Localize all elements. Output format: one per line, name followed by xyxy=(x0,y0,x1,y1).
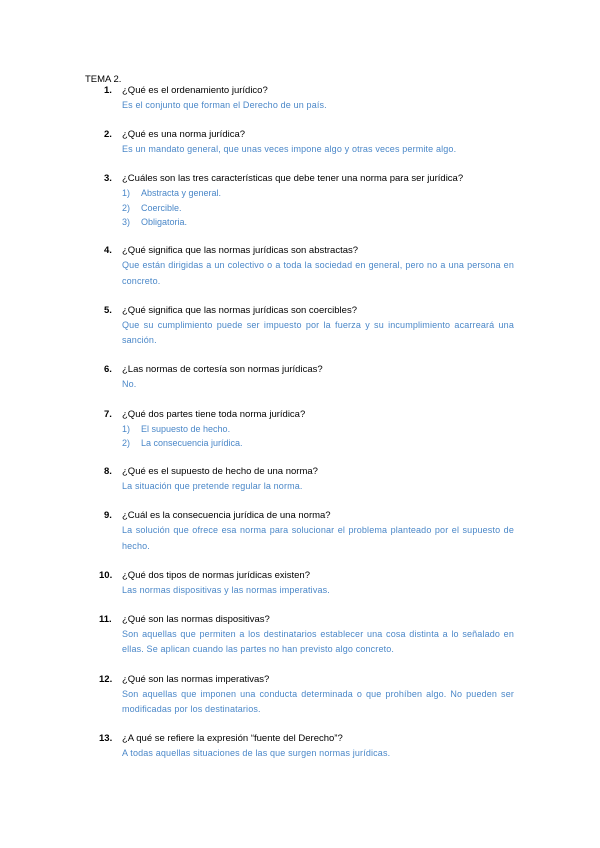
answer-text: No. xyxy=(122,379,137,390)
answer-text: Que su cumplimiento puede ser impuesto por la fuerza y su incumplimiento acarreará una sanción. xyxy=(122,319,514,346)
question-text: ¿Qué son las normas imperativas? xyxy=(122,673,270,685)
question-number: 3. xyxy=(104,173,112,185)
question-text: ¿Qué es el supuesto de hecho de una norma? xyxy=(122,466,318,478)
question-item xyxy=(0,613,600,658)
question-item xyxy=(0,244,600,289)
question-number: 10. xyxy=(99,569,113,581)
answer-list-number: 1) xyxy=(122,188,131,199)
answer-list-text: Obligatoria. xyxy=(141,217,188,228)
answer-list-number: 1) xyxy=(122,423,131,434)
question-item xyxy=(0,465,600,495)
question-text: ¿Qué significa que las normas jurídicas son coercibles? xyxy=(122,304,357,316)
question-item xyxy=(0,128,600,158)
question-number: 13. xyxy=(99,733,113,745)
answer-list-text: La consecuencia jurídica. xyxy=(141,438,243,449)
answer-list-text: El supuesto de hecho. xyxy=(141,423,231,434)
question-text: ¿Qué dos tipos de normas jurídicas existen? xyxy=(122,569,310,581)
question-number: 2. xyxy=(104,129,112,141)
question-text: ¿Cuáles son las tres características que debe tener una norma para ser jurídica? xyxy=(122,173,464,185)
answer-list-item xyxy=(122,422,600,437)
question-number: 6. xyxy=(104,364,112,376)
question-text: ¿Qué es una norma jurídica? xyxy=(122,129,246,141)
question-text: ¿A qué se refiere la expresión “fuente del Derecho”? xyxy=(122,733,343,745)
answer-text: La situación que pretende regular la norma. xyxy=(122,481,303,492)
question-number: 4. xyxy=(104,245,112,257)
question-text: ¿Qué significa que las normas jurídicas son abstractas? xyxy=(122,245,359,257)
answer-list-item xyxy=(122,186,600,201)
question-item xyxy=(0,673,600,718)
question-number: 11. xyxy=(99,613,112,625)
answer-list-text: Abstracta y general. xyxy=(141,188,222,199)
answer-list-text: Coercible. xyxy=(141,202,182,213)
answer-text: Que están dirigidas a un colectivo o a toda la sociedad en general, pero no a una persona en concreto. xyxy=(122,260,514,286)
answer-list-number: 2) xyxy=(122,202,131,213)
answer-list-number: 2) xyxy=(122,438,131,449)
answer-text: Es el conjunto que forman el Derecho de un país. xyxy=(122,100,327,110)
question-number: 1. xyxy=(104,85,112,96)
question-number: 9. xyxy=(104,510,112,522)
answer-list-item xyxy=(122,215,600,230)
question-item xyxy=(0,569,600,599)
question-number: 8. xyxy=(104,466,112,478)
question-number: 12. xyxy=(99,673,113,685)
question-number: 5. xyxy=(104,304,112,316)
question-item xyxy=(0,172,600,230)
answer-text: Son aquellas que imponen una conducta determinada o que prohíben algo. No pueden ser modificadas por los destinatarios. xyxy=(122,688,514,715)
question-item xyxy=(0,363,600,393)
answer-text: Es un mandato general, que unas veces impone algo y otras veces permite algo. xyxy=(122,144,457,155)
question-number: 7. xyxy=(104,408,112,420)
answer-text: Son aquellas que permiten a los destinatarios establecer una cosa distinta a lo señalado en ellas. Se aplican cuando las partes no han previsto algo concreto. xyxy=(122,628,514,655)
answer-list-item xyxy=(122,436,600,451)
question-item xyxy=(0,408,600,451)
question-text: ¿Qué dos partes tiene toda norma jurídica? xyxy=(122,408,306,420)
question-list xyxy=(0,84,600,776)
answer-text: La solución que ofrece esa norma para solucionar el problema planteado por el supuesto de hecho. xyxy=(122,525,514,551)
question-item xyxy=(0,304,600,349)
page-title: TEMA 2. xyxy=(85,74,122,85)
question-item xyxy=(0,84,600,114)
answer-list-item xyxy=(122,201,600,216)
question-item xyxy=(0,509,600,554)
answer-text: A todas aquellas situaciones de las que surgen normas jurídicas. xyxy=(122,748,391,759)
question-text: ¿Qué son las normas dispositivas? xyxy=(122,613,270,625)
question-text: ¿Qué es el ordenamiento jurídico? xyxy=(122,85,268,96)
question-text: ¿Cuál es la consecuencia jurídica de una norma? xyxy=(122,510,331,522)
answer-text: Las normas dispositivas y las normas imperativas. xyxy=(122,584,330,595)
question-text: ¿Las normas de cortesía son normas jurídicas? xyxy=(122,364,323,376)
question-item xyxy=(0,732,600,762)
answer-list-number: 3) xyxy=(122,217,131,228)
